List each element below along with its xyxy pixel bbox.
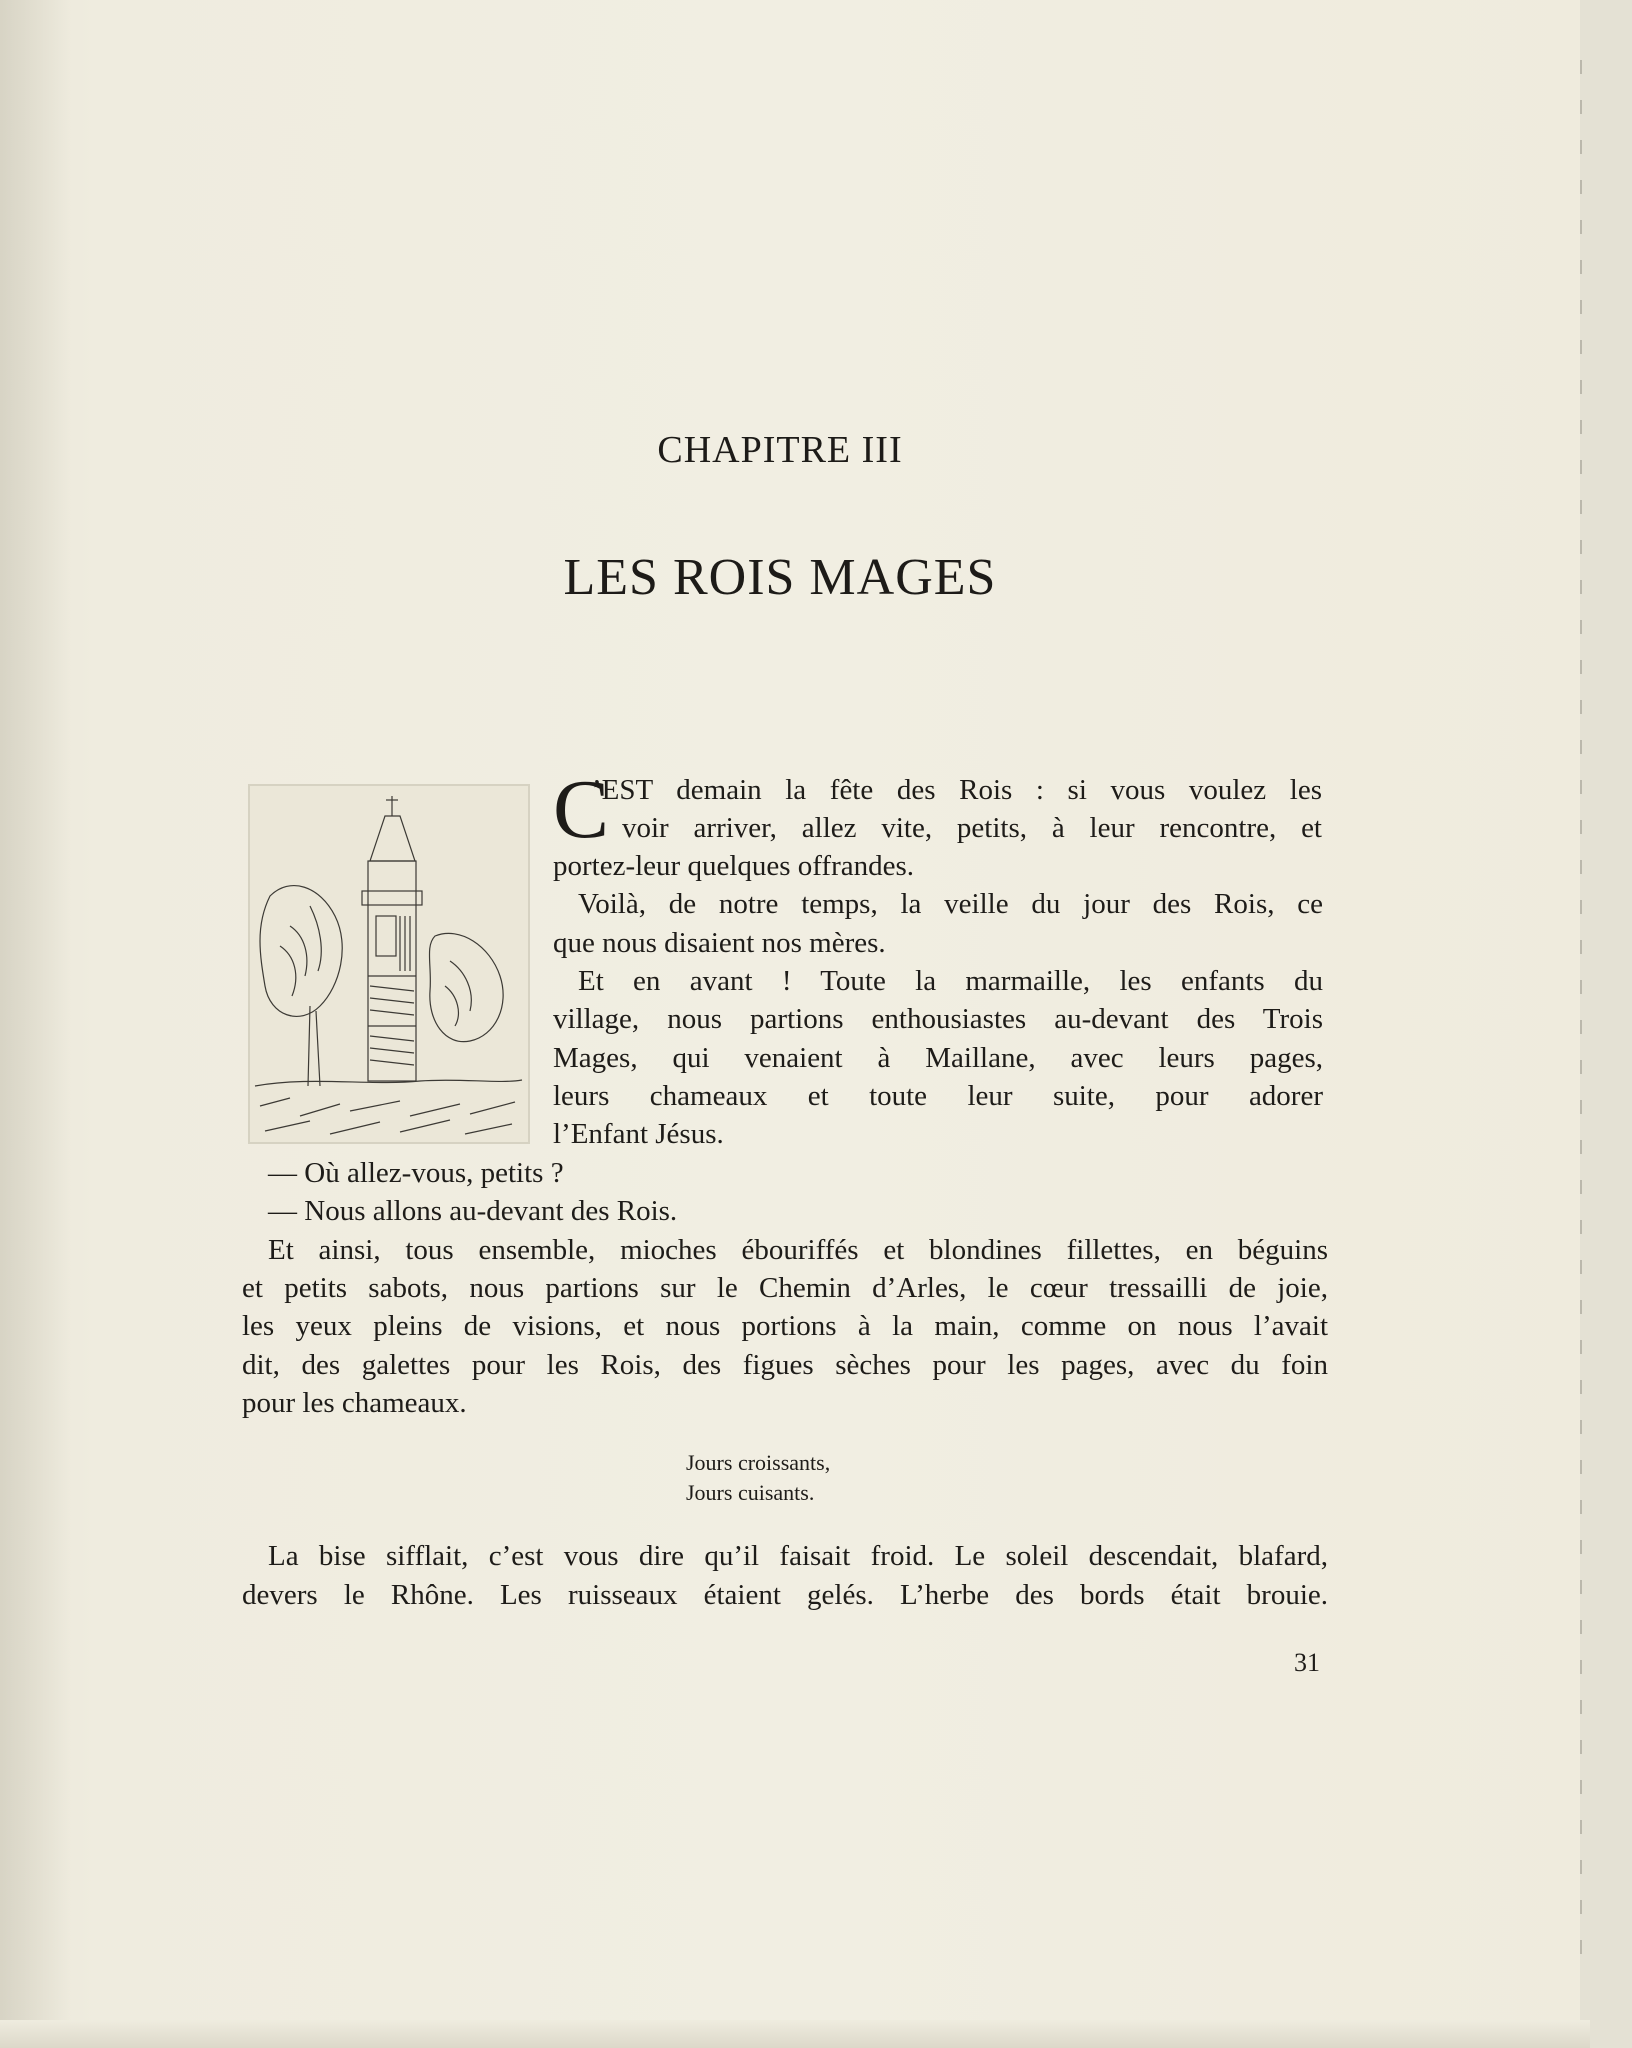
- para5-line-2: devers le Rhône. Les ruisseaux étaient gelés. L’herbe des bords était brouie.: [242, 1579, 1328, 1611]
- para4-line-2: et petits sabots, nous partions sur le Chemin d’Arles, le cœur tressailli de joie,: [242, 1272, 1328, 1304]
- opening-line-1: ’EST demain la fête des Rois : si vous voulez les: [592, 774, 1322, 806]
- para4-line-5: pour les chameaux.: [242, 1387, 467, 1419]
- tower-engraving-drawing: [250, 786, 528, 1142]
- para4-line-3: les yeux pleins de visions, et nous portions à la main, comme on nous l’avait: [242, 1310, 1328, 1342]
- para3-line-2: village, nous partions enthousiastes au-devant des Trois: [553, 1003, 1323, 1035]
- para5-line-1: La bise sifflait, c’est vous dire qu’il faisait froid. Le soleil descendait, blafard,: [268, 1540, 1328, 1572]
- verse: [686, 1448, 830, 1508]
- dialogue-line-2: — Nous allons au-devant des Rois.: [268, 1195, 678, 1227]
- para3-line-5: l’Enfant Jésus.: [553, 1118, 724, 1150]
- para3-line-4: leurs chameaux et toute leur suite, pour adorer: [553, 1080, 1323, 1112]
- para3-line-1: Et en avant ! Toute la marmaille, les enfants du: [578, 965, 1323, 997]
- chapter-title: LES ROIS MAGES: [563, 549, 997, 606]
- para4-line-1: Et ainsi, tous ensemble, mioches ébouriffés et blondines fillettes, en béguins: [268, 1234, 1328, 1266]
- chapter-label: CHAPITRE III: [657, 429, 903, 471]
- page-number: 31: [1294, 1648, 1320, 1677]
- dialogue-line-1: — Où allez-vous, petits ?: [268, 1157, 564, 1189]
- para2-line-1: Voilà, de notre temps, la veille du jour des Rois, ce: [578, 888, 1323, 920]
- bottom-deckle-edge: [0, 2020, 1590, 2048]
- opening-line-2: voir arriver, allez vite, petits, à leur rencontre, et: [622, 812, 1322, 844]
- deckle-edge: [1580, 60, 1582, 1960]
- page-edge: [1580, 0, 1632, 2048]
- gutter-shadow: [0, 0, 70, 2040]
- para2-line-2: que nous disaient nos mères.: [553, 927, 886, 959]
- para4-line-4: dit, des galettes pour les Rois, des figues sèches pour les pages, avec du foin: [242, 1349, 1328, 1381]
- opening-line-3: portez-leur quelques offrandes.: [553, 850, 915, 882]
- verse-line-2: Jours cuisants.: [686, 1480, 815, 1505]
- engraving-illustration: [248, 784, 530, 1144]
- para3-line-3: Mages, qui venaient à Maillane, avec leurs pages,: [553, 1042, 1323, 1074]
- drop-cap: C: [553, 763, 610, 856]
- verse-line-1: Jours croissants,: [686, 1450, 831, 1475]
